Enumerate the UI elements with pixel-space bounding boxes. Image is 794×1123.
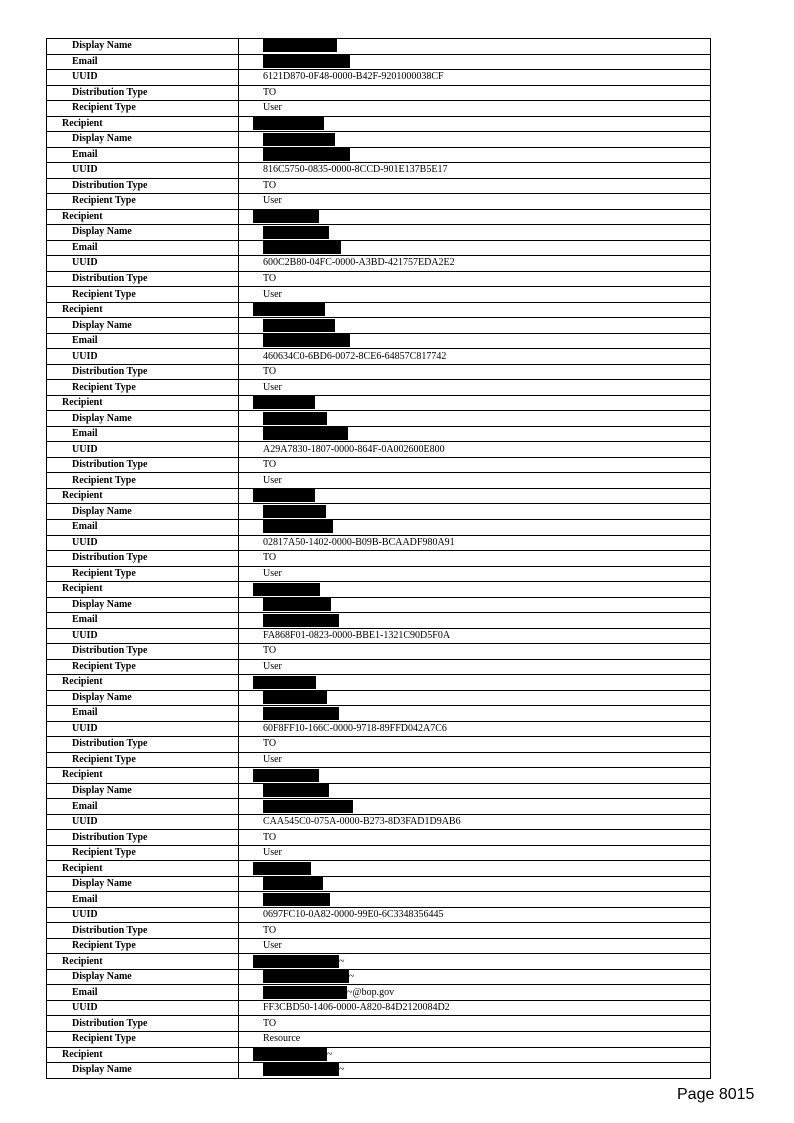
field-label: Distribution Type xyxy=(47,178,239,194)
field-row xyxy=(47,39,711,55)
redaction-box xyxy=(263,412,327,425)
field-value xyxy=(239,519,711,535)
field-label: Recipient Type xyxy=(47,1032,239,1048)
field-value xyxy=(239,597,711,613)
recipient-row xyxy=(47,861,711,877)
field-row xyxy=(47,504,711,520)
redaction-box xyxy=(263,226,329,239)
field-label: Email xyxy=(47,333,239,349)
field-label: Distribution Type xyxy=(47,85,239,101)
field-label: UUID xyxy=(47,1000,239,1016)
field-label: Display Name xyxy=(47,969,239,985)
field-value: TO xyxy=(239,364,711,380)
field-label: Distribution Type xyxy=(47,271,239,287)
field-value: User xyxy=(239,659,711,675)
field-label: Email xyxy=(47,519,239,535)
redaction-box xyxy=(263,691,327,704)
redaction-box xyxy=(263,970,349,983)
field-label: Display Name xyxy=(47,411,239,427)
field-value: FA868F01-0823-0000-BBE1-1321C90D5F0A xyxy=(239,628,711,644)
redaction-box xyxy=(263,520,333,533)
redaction-box xyxy=(253,583,320,596)
recipient-row xyxy=(47,302,711,318)
redaction-box xyxy=(253,769,319,782)
field-value xyxy=(239,240,711,256)
field-label: Distribution Type xyxy=(47,551,239,567)
field-label: Recipient Type xyxy=(47,752,239,768)
field-row xyxy=(47,287,711,303)
redaction-box xyxy=(263,707,339,720)
field-value xyxy=(239,209,711,225)
recipient-row xyxy=(47,768,711,784)
field-label: UUID xyxy=(47,70,239,86)
recipient-row xyxy=(47,1047,711,1063)
field-label: Recipient Type xyxy=(47,845,239,861)
field-label: Recipient xyxy=(47,209,239,225)
field-value: User xyxy=(239,566,711,582)
field-row xyxy=(47,225,711,241)
field-value xyxy=(239,892,711,908)
value-suffix: ~@bop.gov xyxy=(347,986,395,998)
field-row xyxy=(47,613,711,629)
field-row xyxy=(47,380,711,396)
field-value xyxy=(239,225,711,241)
field-label: Recipient xyxy=(47,861,239,877)
redaction-box xyxy=(263,986,347,999)
redaction-box xyxy=(253,489,315,502)
field-value: Resource xyxy=(239,1032,711,1048)
field-label: Email xyxy=(47,892,239,908)
field-label: Distribution Type xyxy=(47,923,239,939)
redaction-box xyxy=(263,505,326,518)
field-value: 460634C0-6BD6-0072-8CE6-64857C817742 xyxy=(239,349,711,365)
field-row xyxy=(47,178,711,194)
field-value: TO xyxy=(239,271,711,287)
field-label: Recipient Type xyxy=(47,938,239,954)
field-row xyxy=(47,566,711,582)
field-value: User xyxy=(239,938,711,954)
field-label: Recipient xyxy=(47,488,239,504)
field-value xyxy=(239,613,711,629)
field-value xyxy=(239,302,711,318)
recipient-row xyxy=(47,954,711,970)
redaction-box xyxy=(263,598,331,611)
field-row xyxy=(47,1016,711,1032)
field-value: TO xyxy=(239,551,711,567)
field-row xyxy=(47,690,711,706)
redaction-box xyxy=(253,117,324,130)
field-label: Display Name xyxy=(47,318,239,334)
field-label: Display Name xyxy=(47,1063,239,1079)
field-value: 60F8FF10-166C-0000-9718-89FFD042A7C6 xyxy=(239,721,711,737)
field-value xyxy=(239,1047,711,1063)
field-row xyxy=(47,1000,711,1016)
recipient-table-body xyxy=(47,39,711,1079)
field-value xyxy=(239,426,711,442)
field-row xyxy=(47,923,711,939)
field-label: Recipient Type xyxy=(47,101,239,117)
field-row xyxy=(47,256,711,272)
field-row xyxy=(47,892,711,908)
field-value xyxy=(239,783,711,799)
field-value: User xyxy=(239,101,711,117)
field-value xyxy=(239,690,711,706)
field-value xyxy=(239,706,711,722)
field-label: Email xyxy=(47,706,239,722)
redaction-box xyxy=(253,303,325,316)
redaction-box xyxy=(263,877,323,890)
field-label: Recipient xyxy=(47,675,239,691)
recipient-row xyxy=(47,675,711,691)
field-row xyxy=(47,271,711,287)
value-suffix: ~ xyxy=(349,971,355,983)
field-label: Distribution Type xyxy=(47,1016,239,1032)
redaction-box xyxy=(253,1048,327,1061)
field-label: Display Name xyxy=(47,597,239,613)
redaction-box xyxy=(263,427,348,440)
field-row xyxy=(47,473,711,489)
field-label: UUID xyxy=(47,163,239,179)
field-row xyxy=(47,721,711,737)
redaction-box xyxy=(253,955,339,968)
field-row xyxy=(47,333,711,349)
field-value: 6121D870-0F48-0000-B42F-9201000038CF xyxy=(239,70,711,86)
field-label: Recipient Type xyxy=(47,659,239,675)
field-label: Display Name xyxy=(47,225,239,241)
field-row xyxy=(47,318,711,334)
field-row xyxy=(47,830,711,846)
field-value xyxy=(239,333,711,349)
field-row xyxy=(47,101,711,117)
field-row xyxy=(47,907,711,923)
field-row xyxy=(47,426,711,442)
field-value: TO xyxy=(239,923,711,939)
field-row xyxy=(47,411,711,427)
field-label: Email xyxy=(47,985,239,1001)
field-row xyxy=(47,644,711,660)
field-label: UUID xyxy=(47,721,239,737)
field-value xyxy=(239,1063,711,1079)
field-value: TO xyxy=(239,85,711,101)
field-value xyxy=(239,985,711,1001)
field-label: Recipient xyxy=(47,302,239,318)
field-value xyxy=(239,39,711,55)
field-label: Distribution Type xyxy=(47,830,239,846)
field-row xyxy=(47,876,711,892)
field-value: A29A7830-1807-0000-864F-0A002600E800 xyxy=(239,442,711,458)
field-value: User xyxy=(239,845,711,861)
field-label: Display Name xyxy=(47,39,239,55)
field-label: UUID xyxy=(47,628,239,644)
field-value xyxy=(239,411,711,427)
field-label: Distribution Type xyxy=(47,364,239,380)
redaction-box xyxy=(263,241,341,254)
field-row xyxy=(47,163,711,179)
field-label: UUID xyxy=(47,442,239,458)
redaction-box xyxy=(253,210,319,223)
redaction-box xyxy=(253,676,316,689)
field-value xyxy=(239,582,711,598)
field-value xyxy=(239,318,711,334)
field-row xyxy=(47,659,711,675)
redaction-box xyxy=(263,784,329,797)
field-label: UUID xyxy=(47,907,239,923)
value-suffix: ~ xyxy=(327,1048,333,1060)
redaction-box xyxy=(263,148,350,161)
field-value xyxy=(239,675,711,691)
field-label: Recipient xyxy=(47,582,239,598)
field-label: Email xyxy=(47,240,239,256)
field-value xyxy=(239,395,711,411)
redaction-box xyxy=(263,1063,339,1076)
field-label: Recipient xyxy=(47,1047,239,1063)
field-row xyxy=(47,752,711,768)
redaction-box xyxy=(263,893,330,906)
field-label: Recipient xyxy=(47,768,239,784)
field-label: Email xyxy=(47,147,239,163)
recipient-row xyxy=(47,395,711,411)
field-row xyxy=(47,70,711,86)
field-row xyxy=(47,799,711,815)
field-value: TO xyxy=(239,457,711,473)
field-label: Display Name xyxy=(47,690,239,706)
field-value: TO xyxy=(239,1016,711,1032)
field-value: 816C5750-0835-0000-8CCD-901E137B5E17 xyxy=(239,163,711,179)
redaction-box xyxy=(263,133,335,146)
field-value xyxy=(239,969,711,985)
field-label: Recipient Type xyxy=(47,473,239,489)
field-value xyxy=(239,504,711,520)
field-label: Display Name xyxy=(47,783,239,799)
field-label: UUID xyxy=(47,349,239,365)
field-value: TO xyxy=(239,737,711,753)
field-value: 02817A50-1402-0000-B09B-BCAADF980A91 xyxy=(239,535,711,551)
redaction-box xyxy=(263,800,353,813)
field-value: FF3CBD50-1406-0000-A820-84D2120084D2 xyxy=(239,1000,711,1016)
redaction-box xyxy=(263,319,335,332)
field-label: UUID xyxy=(47,256,239,272)
field-label: Email xyxy=(47,799,239,815)
field-value: TO xyxy=(239,830,711,846)
field-row xyxy=(47,147,711,163)
page-number: Page 8015 xyxy=(677,1086,755,1103)
field-value: User xyxy=(239,194,711,210)
field-row xyxy=(47,1032,711,1048)
field-label: Recipient Type xyxy=(47,566,239,582)
field-value xyxy=(239,799,711,815)
redaction-box xyxy=(263,334,350,347)
field-row xyxy=(47,706,711,722)
field-label: UUID xyxy=(47,535,239,551)
field-value xyxy=(239,116,711,132)
field-value xyxy=(239,861,711,877)
field-row xyxy=(47,519,711,535)
recipient-row xyxy=(47,582,711,598)
field-row xyxy=(47,442,711,458)
field-label: Recipient xyxy=(47,954,239,970)
field-label: UUID xyxy=(47,814,239,830)
field-value xyxy=(239,147,711,163)
field-row xyxy=(47,349,711,365)
field-value xyxy=(239,954,711,970)
recipient-row xyxy=(47,209,711,225)
field-row xyxy=(47,628,711,644)
field-value: TO xyxy=(239,644,711,660)
recipient-row xyxy=(47,116,711,132)
field-row xyxy=(47,132,711,148)
field-row xyxy=(47,551,711,567)
field-value: 0697FC10-0A82-0000-99E0-6C3348356445 xyxy=(239,907,711,923)
field-value: TO xyxy=(239,178,711,194)
field-row xyxy=(47,85,711,101)
redaction-box xyxy=(263,55,350,68)
field-row xyxy=(47,985,711,1001)
field-value xyxy=(239,768,711,784)
field-value xyxy=(239,54,711,70)
field-label: Email xyxy=(47,613,239,629)
field-label: Recipient Type xyxy=(47,380,239,396)
field-row xyxy=(47,814,711,830)
field-row xyxy=(47,364,711,380)
field-label: Email xyxy=(47,54,239,70)
field-value xyxy=(239,132,711,148)
field-label: Distribution Type xyxy=(47,737,239,753)
field-value xyxy=(239,876,711,892)
field-row xyxy=(47,597,711,613)
redaction-box xyxy=(253,396,315,409)
field-value: User xyxy=(239,380,711,396)
field-label: Distribution Type xyxy=(47,644,239,660)
field-label: Email xyxy=(47,426,239,442)
field-row xyxy=(47,737,711,753)
field-label: Display Name xyxy=(47,504,239,520)
field-label: Distribution Type xyxy=(47,457,239,473)
field-value: User xyxy=(239,752,711,768)
field-row xyxy=(47,457,711,473)
field-label: Recipient xyxy=(47,395,239,411)
value-suffix: ~ xyxy=(339,955,345,967)
recipient-row xyxy=(47,488,711,504)
field-row xyxy=(47,845,711,861)
recipient-table xyxy=(46,38,711,1079)
field-row xyxy=(47,54,711,70)
field-label: Recipient Type xyxy=(47,287,239,303)
field-row xyxy=(47,969,711,985)
field-value: User xyxy=(239,287,711,303)
redaction-box xyxy=(263,39,337,52)
field-row xyxy=(47,194,711,210)
field-value xyxy=(239,488,711,504)
field-label: Recipient Type xyxy=(47,194,239,210)
field-row xyxy=(47,535,711,551)
field-value: CAA545C0-075A-0000-B273-8D3FAD1D9AB6 xyxy=(239,814,711,830)
field-row xyxy=(47,783,711,799)
value-suffix: ~ xyxy=(339,1064,345,1076)
field-value: 600C2B80-04FC-0000-A3BD-421757EDA2E2 xyxy=(239,256,711,272)
redaction-box xyxy=(263,614,339,627)
field-label: Display Name xyxy=(47,132,239,148)
redaction-box xyxy=(253,862,311,875)
field-row xyxy=(47,240,711,256)
field-label: Recipient xyxy=(47,116,239,132)
field-label: Display Name xyxy=(47,876,239,892)
field-value: User xyxy=(239,473,711,489)
field-row xyxy=(47,1063,711,1079)
field-row xyxy=(47,938,711,954)
